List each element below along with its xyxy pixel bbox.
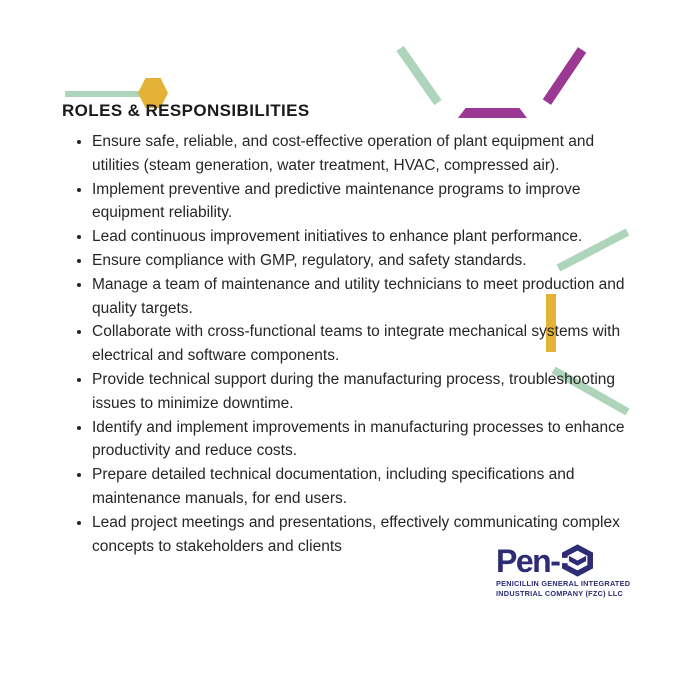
list-item: • Manage a team of maintenance and utility technicians to meet production and quality targets. <box>92 273 641 321</box>
list-item: • Ensure compliance with GMP, regulatory, and safety standards. <box>92 249 641 273</box>
company-name-line2: INDUSTRIAL COMPANY (FZC) LLC <box>496 588 623 598</box>
list-item: • Ensure safe, reliable, and cost-effective operation of plant equipment and utilities (steam generation, water treatment, HVAC, compressed air). <box>92 130 641 178</box>
page-title: ROLES & RESPONSIBILITIES <box>62 101 310 120</box>
list-item: • Implement preventive and predictive maintenance programs to improve equipment reliability. <box>92 178 641 226</box>
list-item: • Provide technical support during the manufacturing process, troubleshooting issues to minimize downtime. <box>92 368 641 416</box>
decor-green-diagonal-icon <box>396 46 441 105</box>
list-item: • Lead continuous improvement initiatives to enhance plant performance. <box>92 225 641 249</box>
decor-purple-trapezoid-icon <box>458 108 527 118</box>
list-item: • Identify and implement improvements in manufacturing processes to enhance productivity and reduce costs. <box>92 416 641 464</box>
logo-row <box>496 544 630 577</box>
company-name-line1: PENICILLIN GENERAL INTEGRATED <box>496 579 631 588</box>
company-name <box>496 579 630 598</box>
list-item: • Prepare detailed technical documentation, including specifications and maintenance manuals, for end users. <box>92 463 641 511</box>
decor-purple-diagonal-icon <box>543 47 587 105</box>
list-item: • Lead project meetings and presentations, effectively communicating complex concepts to stakeholders and clients <box>92 511 641 559</box>
decor-green-line-icon <box>65 91 143 97</box>
list-item: • Collaborate with cross-functional teams to integrate mechanical systems with electrical and software components. <box>92 320 641 368</box>
company-logo <box>496 544 630 598</box>
logo-wordmark: Pen- <box>496 542 560 579</box>
responsibilities-list <box>71 130 641 558</box>
hexagon-g-icon <box>561 544 594 577</box>
